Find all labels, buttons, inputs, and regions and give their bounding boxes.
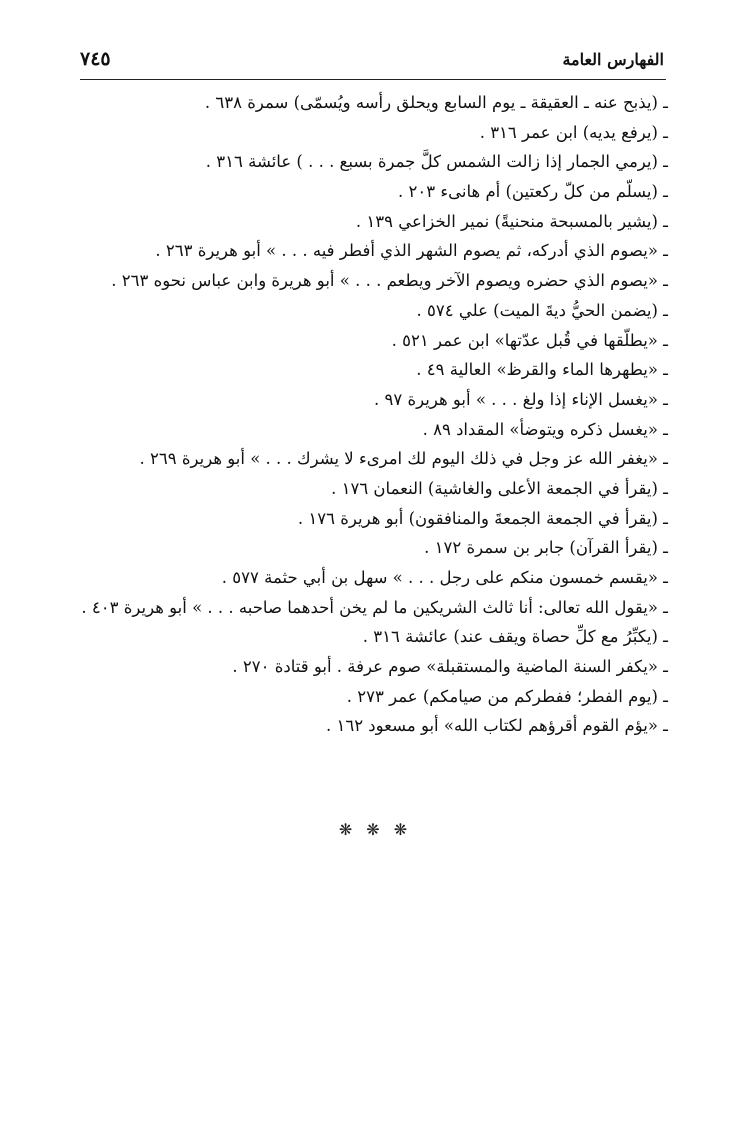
index-entry: ـ «يطهرها الماء والقرظ» العالية ٤٩ . xyxy=(416,360,668,380)
index-entry: ـ «يطلّقها في قُبل عدّتها» ابن عمر ٥٢١ . xyxy=(391,330,668,350)
section-end-ornament: ❋❋❋ xyxy=(338,820,422,839)
index-entry: ـ (يذبح عنه ـ العقيقة ـ يوم السابع ويحلق رأسه ويُسمّى) سمرة ٦٣٨ . xyxy=(204,93,668,112)
page-header xyxy=(80,44,664,78)
header-divider xyxy=(80,79,666,80)
page-number: ٧٤٥ xyxy=(80,48,111,70)
index-entry: ـ (يسلّم من كلّ ركعتين) أم هانىء ٢٠٣ . xyxy=(398,182,668,202)
index-entry: ـ (يقرأ في الجمعة الأعلى والغاشية) النعمان ١٧٦ . xyxy=(331,478,668,498)
index-entry: ـ (يوم الفطر؛ ففطركم من صيامكم) عمر ٢٧٣ . xyxy=(346,686,668,706)
running-header-title: الفهارس العامة xyxy=(562,50,664,69)
index-entry: ـ «يصوم الذي أدركه، ثم يصوم الشهر الذي أفطر فيه . . . » أبو هريرة ٢٦٣ . xyxy=(155,241,668,261)
index-entry: ـ (يكبِّرُ مع كلِّ حصاة ويقف عند) عائشة ٣١٦ . xyxy=(362,627,668,647)
index-entry: ـ (يضمن الحيُّ ديةَ الميت) علي ٥٧٤ . xyxy=(416,300,668,320)
index-entry: ـ (يرفع يديه) ابن عمر ٣١٦ . xyxy=(479,122,668,142)
index-entry: ـ «يكفر السنة الماضية والمستقبلة» صوم عرفة . أبو قتادة ٢٧٠ . xyxy=(232,657,668,677)
index-entry: ـ (يرمي الجمار إذا زالت الشمس كلَّ جمرة بسبع . . . ) عائشة ٣١٦ . xyxy=(205,152,668,172)
index-entry: ـ «يغفر الله عز وجل في ذلك اليوم لك امرىء لا يشرك . . . » أبو هريرة ٢٦٩ . xyxy=(139,449,668,469)
index-entry: ـ (يقرأ القرآن) جابر بن سمرة ١٧٢ . xyxy=(424,538,668,558)
index-entry: ـ «يؤم القوم أقرؤهم لكتاب الله» أبو مسعود ١٦٢ . xyxy=(325,716,668,736)
index-entry: ـ «يقول الله تعالى: أنا ثالث الشريكين ما لم يخن أحدهما صاحبه . . . » أبو هريرة ٤٠٣ . xyxy=(81,597,668,617)
index-entry: ـ «يغسل الإناء إذا ولغ . . . » أبو هريرة ٩٧ . xyxy=(374,389,668,409)
index-entry: ـ «يصوم الذي حضره ويصوم الآخر ويطعم . . . » أبو هريرة وابن عباس نحوه ٢٦٣ . xyxy=(111,271,668,291)
index-entry: ـ «يقسم خمسون منكم على رجل . . . » سهل بن أبي حثمة ٥٧٧ . xyxy=(221,568,668,587)
index-entry-list xyxy=(81,88,668,741)
index-entry: ـ «يغسل ذكره ويتوضأ» المقداد ٨٩ . xyxy=(422,419,668,439)
index-entry: ـ (يشير بالمسبحة منحنيةً) نمير الخزاعي ١٣٩ . xyxy=(355,211,668,231)
index-entry: ـ (يقرأ في الجمعة الجمعةَ والمنافقون) أبو هريرة ١٧٦ . xyxy=(297,508,668,528)
